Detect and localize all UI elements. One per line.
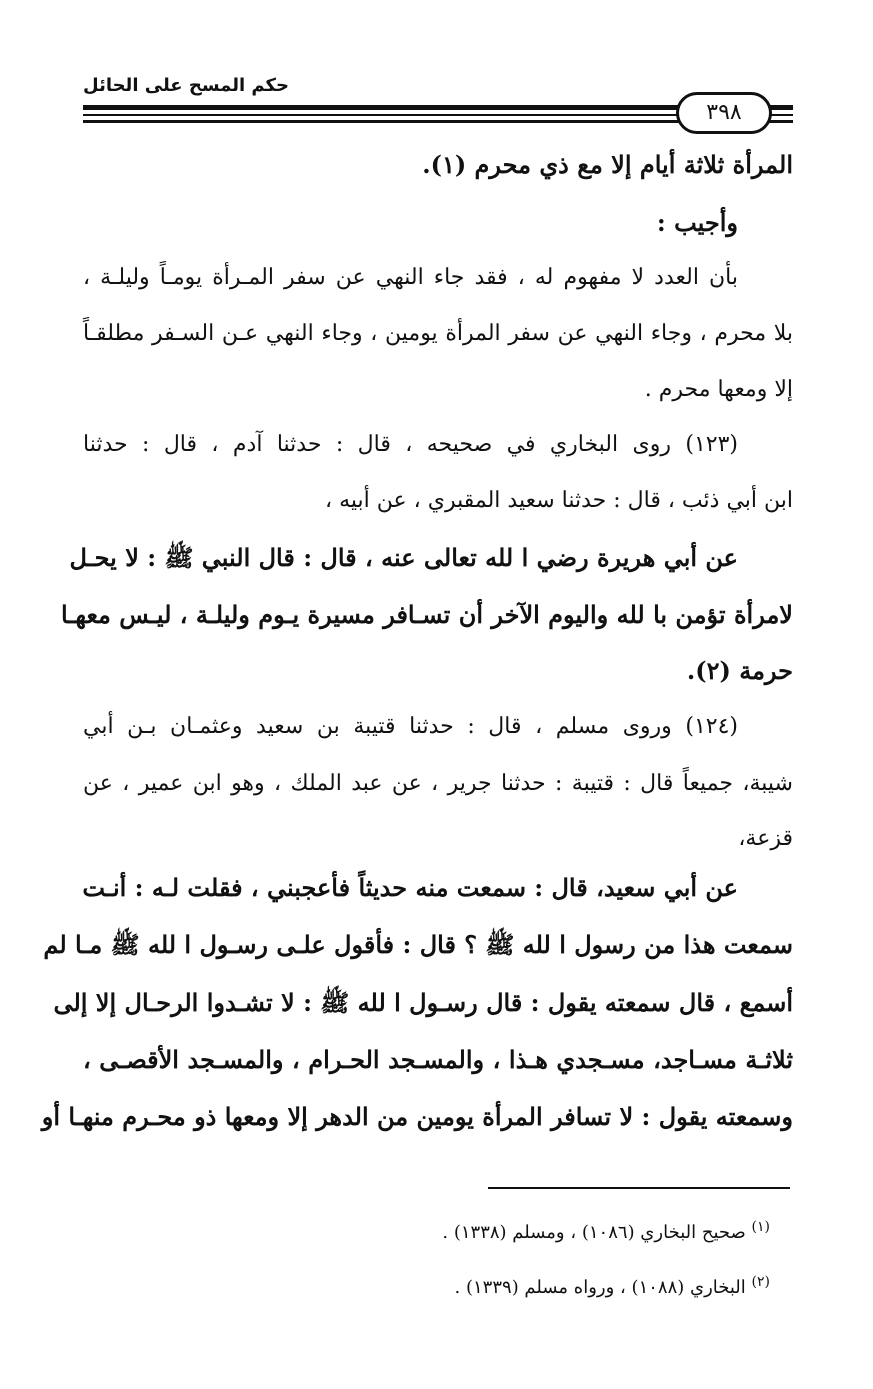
text-line: بأن العدد لا مفهوم له ، فقد جاء النهي عن سفر المـرأة يومـاً وليلـة ، xyxy=(83,265,738,290)
page-number: ٣٩٨ xyxy=(676,92,772,134)
text-line: إلا ومعها محرم . xyxy=(644,377,793,402)
text-line: عن أبي سعيد، قال : سمعت منه حديثاً فأعجبني ، فقلت لـه : أنـت xyxy=(82,873,738,902)
text-line: عن أبي هريرة رضي ا لله تعالى عنه ، قال : قال النبي ﷺ : لا يحـل xyxy=(69,543,738,572)
text-line: أسمع ، قال سمعته يقول : قال رسـول ا لله ﷺ : لا تشـدوا الرحـال إلا إلى xyxy=(53,988,793,1017)
text-line: ابن أبي ذئب ، قال : حدثنا سعيد المقبري ، عن أبيه ، xyxy=(325,488,793,513)
footnote-text: صحيح البخاري (١٠٨٦) ، ومسلم (١٣٣٨) . xyxy=(442,1222,746,1243)
footnote-separator xyxy=(488,1187,790,1189)
text-line: ثلاثـة مسـاجد، مسـجدي هـذا ، والمسـجد الحـرام ، والمسـجد الأقصـى ، xyxy=(83,1045,793,1074)
text-line: حرمة (٢). xyxy=(686,656,793,685)
footnote-text: البخاري (١٠٨٨) ، ورواه مسلم (١٣٣٩) . xyxy=(454,1277,746,1298)
text-line: سمعت هذا من رسول ا لله ﷺ ؟ قال : فأقول علـى رسـول ا لله ﷺ مـا لم xyxy=(43,930,793,959)
text-line: قزعة، xyxy=(738,826,793,851)
footnote-marker: (٢) xyxy=(751,1274,770,1290)
text-line: المرأة ثلاثة أيام إلا مع ذي محرم (١). xyxy=(422,150,793,179)
text-line: بلا محرم ، وجاء النهي عن سفر المرأة يومين ، وجاء النهي عـن السـفر مطلقـاً xyxy=(83,321,793,346)
text-line: لامرأة تؤمن با لله واليوم الآخر أن تسـافر مسيرة يـوم وليلـة ، ليـس معهـا xyxy=(61,600,793,629)
running-title: حكم المسح على الحائل xyxy=(83,75,289,96)
text-line: وسمعته يقول : لا تسافر المرأة يومين من الدهر إلا ومعها ذو محـرم منهـا أو xyxy=(41,1102,793,1131)
footnote xyxy=(260,1268,770,1302)
footnote-marker: (١) xyxy=(751,1219,770,1235)
text-line: وأجيب : xyxy=(656,208,738,237)
footnote xyxy=(260,1213,770,1247)
text-line: (١٢٤) وروى مسلم ، قال : حدثنا قتيبة بن سعيد وعثمـان بـن أبي xyxy=(83,714,738,739)
text-line: (١٢٣) روى البخاري في صحيحه ، قال : حدثنا آدم ، قال : حدثنا xyxy=(83,432,738,457)
text-line: شيبة، جميعاً قال : قتيبة : حدثنا جرير ، عن عبد الملك ، وهو ابن عمير ، عن xyxy=(83,771,793,796)
